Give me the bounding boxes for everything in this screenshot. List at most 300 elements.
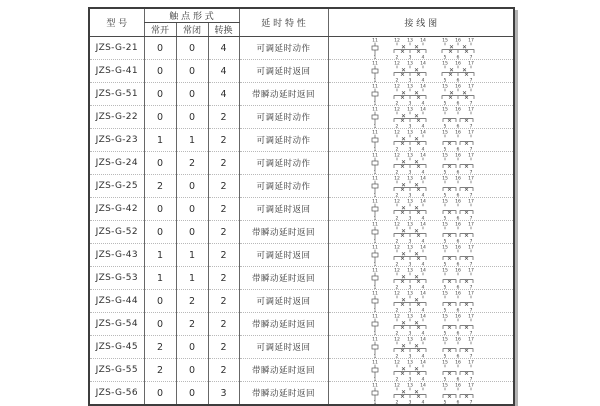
cell-wiring — [328, 290, 514, 313]
cell-model: JZS-G-42 — [89, 198, 144, 221]
svg-text:13: 13 — [406, 222, 413, 228]
svg-text:16: 16 — [454, 199, 461, 205]
table-row — [89, 37, 514, 60]
svg-text:7: 7 — [469, 285, 472, 291]
svg-text:13: 13 — [406, 337, 413, 343]
table-row — [89, 152, 514, 175]
svg-text:11: 11 — [371, 268, 378, 274]
svg-text:1: 1 — [373, 401, 376, 406]
cell-contact-nc: 1 — [176, 267, 208, 290]
svg-text:5: 5 — [443, 285, 446, 291]
svg-text:17: 17 — [467, 176, 474, 182]
svg-text:11: 11 — [371, 314, 378, 320]
svg-text:4: 4 — [421, 216, 424, 222]
wiring-diagram — [329, 175, 515, 197]
header-contact-no: 常开 — [144, 23, 176, 37]
cell-contact-co: 4 — [208, 60, 239, 83]
svg-text:3: 3 — [408, 262, 411, 268]
svg-text:12: 12 — [393, 84, 400, 90]
svg-text:1: 1 — [373, 263, 376, 268]
svg-text:5: 5 — [443, 147, 446, 153]
svg-text:7: 7 — [469, 377, 472, 383]
svg-text:1: 1 — [373, 79, 376, 84]
svg-text:6: 6 — [456, 170, 459, 176]
svg-text:16: 16 — [454, 268, 461, 274]
svg-text:17: 17 — [467, 337, 474, 343]
cell-wiring — [328, 60, 514, 83]
svg-text:1: 1 — [373, 355, 376, 360]
svg-text:3: 3 — [408, 331, 411, 337]
svg-text:16: 16 — [454, 245, 461, 251]
svg-text:11: 11 — [371, 222, 378, 228]
svg-text:7: 7 — [469, 78, 472, 84]
cell-contact-co: 4 — [208, 37, 239, 60]
svg-text:1: 1 — [373, 217, 376, 222]
svg-text:1: 1 — [373, 194, 376, 199]
svg-text:11: 11 — [371, 153, 378, 159]
cell-contact-no: 0 — [144, 313, 176, 336]
relay-spec-table — [88, 7, 515, 406]
cell-model: JZS-G-52 — [89, 221, 144, 244]
svg-text:5: 5 — [443, 55, 446, 61]
table-header — [89, 8, 514, 37]
cell-contact-nc: 0 — [176, 106, 208, 129]
svg-text:2: 2 — [395, 124, 398, 130]
svg-text:6: 6 — [456, 377, 459, 383]
header-delay: 延 时 特 性 — [239, 8, 328, 37]
svg-text:5: 5 — [443, 262, 446, 268]
cell-contact-nc: 0 — [176, 60, 208, 83]
svg-text:11: 11 — [371, 107, 378, 113]
svg-text:4: 4 — [421, 331, 424, 337]
svg-text:13: 13 — [406, 84, 413, 90]
svg-text:2: 2 — [395, 216, 398, 222]
cell-delay: 带瞬动延时返回 — [239, 267, 328, 290]
svg-text:17: 17 — [467, 291, 474, 297]
svg-text:2: 2 — [395, 55, 398, 61]
svg-text:17: 17 — [467, 130, 474, 136]
cell-model: JZS-G-21 — [89, 37, 144, 60]
cell-model: JZS-G-22 — [89, 106, 144, 129]
svg-text:6: 6 — [456, 147, 459, 153]
wiring-diagram — [329, 290, 515, 312]
cell-contact-co: 2 — [208, 198, 239, 221]
svg-text:14: 14 — [419, 245, 426, 251]
svg-text:6: 6 — [456, 239, 459, 245]
svg-text:15: 15 — [441, 360, 448, 366]
svg-text:11: 11 — [371, 199, 378, 205]
cell-delay: 可调延时动作 — [239, 175, 328, 198]
cell-contact-co: 2 — [208, 221, 239, 244]
svg-text:4: 4 — [421, 147, 424, 153]
svg-text:14: 14 — [419, 291, 426, 297]
header-model: 型 号 — [89, 8, 144, 37]
cell-delay: 可调延时动作 — [239, 152, 328, 175]
svg-text:2: 2 — [395, 239, 398, 245]
svg-text:5: 5 — [443, 78, 446, 84]
cell-contact-co: 4 — [208, 83, 239, 106]
cell-contact-nc: 0 — [176, 221, 208, 244]
svg-text:7: 7 — [469, 331, 472, 337]
svg-text:14: 14 — [419, 222, 426, 228]
svg-text:14: 14 — [419, 61, 426, 67]
svg-text:11: 11 — [371, 337, 378, 343]
svg-text:1: 1 — [373, 102, 376, 107]
cell-contact-nc: 1 — [176, 244, 208, 267]
svg-text:2: 2 — [395, 308, 398, 314]
svg-text:3: 3 — [408, 170, 411, 176]
svg-text:7: 7 — [469, 170, 472, 176]
svg-text:14: 14 — [419, 337, 426, 343]
svg-text:7: 7 — [469, 400, 472, 406]
svg-text:6: 6 — [456, 331, 459, 337]
svg-text:12: 12 — [393, 153, 400, 159]
svg-text:14: 14 — [419, 383, 426, 389]
svg-text:6: 6 — [456, 216, 459, 222]
cell-contact-nc: 0 — [176, 83, 208, 106]
wiring-diagram — [329, 336, 515, 358]
table-row — [89, 359, 514, 382]
cell-contact-no: 0 — [144, 152, 176, 175]
svg-text:17: 17 — [467, 268, 474, 274]
wiring-diagram — [329, 313, 515, 335]
svg-text:12: 12 — [393, 199, 400, 205]
svg-text:2: 2 — [395, 147, 398, 153]
svg-text:3: 3 — [408, 101, 411, 107]
header-contact-co: 转换 — [208, 23, 239, 37]
cell-model: JZS-G-55 — [89, 359, 144, 382]
svg-text:14: 14 — [419, 360, 426, 366]
svg-text:6: 6 — [456, 262, 459, 268]
svg-text:3: 3 — [408, 377, 411, 383]
cell-model: JZS-G-23 — [89, 129, 144, 152]
cell-model: JZS-G-41 — [89, 60, 144, 83]
svg-text:17: 17 — [467, 107, 474, 113]
wiring-diagram — [329, 37, 515, 59]
cell-delay: 可调延时返回 — [239, 290, 328, 313]
svg-text:14: 14 — [419, 268, 426, 274]
cell-contact-co: 2 — [208, 129, 239, 152]
cell-contact-nc: 2 — [176, 313, 208, 336]
svg-text:12: 12 — [393, 314, 400, 320]
svg-text:14: 14 — [419, 176, 426, 182]
svg-text:5: 5 — [443, 239, 446, 245]
svg-text:12: 12 — [393, 337, 400, 343]
svg-text:15: 15 — [441, 153, 448, 159]
svg-text:2: 2 — [395, 262, 398, 268]
svg-text:4: 4 — [421, 377, 424, 383]
svg-text:11: 11 — [371, 84, 378, 90]
svg-text:3: 3 — [408, 55, 411, 61]
svg-text:4: 4 — [421, 354, 424, 360]
cell-contact-co: 2 — [208, 267, 239, 290]
cell-wiring — [328, 198, 514, 221]
svg-text:13: 13 — [406, 130, 413, 136]
svg-text:5: 5 — [443, 400, 446, 406]
svg-text:16: 16 — [454, 337, 461, 343]
svg-text:1: 1 — [373, 171, 376, 176]
table-row — [89, 313, 514, 336]
svg-text:3: 3 — [408, 354, 411, 360]
table-row — [89, 106, 514, 129]
svg-text:4: 4 — [421, 101, 424, 107]
cell-delay: 带瞬动延时返回 — [239, 359, 328, 382]
cell-contact-no: 0 — [144, 198, 176, 221]
svg-text:15: 15 — [441, 383, 448, 389]
cell-contact-no: 0 — [144, 60, 176, 83]
svg-text:15: 15 — [441, 38, 448, 44]
svg-text:3: 3 — [408, 308, 411, 314]
cell-model: JZS-G-45 — [89, 336, 144, 359]
svg-text:11: 11 — [371, 61, 378, 67]
svg-text:12: 12 — [393, 176, 400, 182]
svg-text:13: 13 — [406, 199, 413, 205]
cell-contact-co: 3 — [208, 382, 239, 406]
svg-text:17: 17 — [467, 360, 474, 366]
cell-contact-no: 0 — [144, 221, 176, 244]
cell-contact-co: 2 — [208, 290, 239, 313]
svg-text:6: 6 — [456, 400, 459, 406]
svg-text:5: 5 — [443, 308, 446, 314]
svg-text:3: 3 — [408, 239, 411, 245]
svg-text:1: 1 — [373, 332, 376, 337]
svg-text:16: 16 — [454, 153, 461, 159]
table-row — [89, 382, 514, 406]
svg-text:16: 16 — [454, 291, 461, 297]
svg-text:15: 15 — [441, 61, 448, 67]
svg-text:15: 15 — [441, 314, 448, 320]
cell-model: JZS-G-44 — [89, 290, 144, 313]
cell-wiring — [328, 382, 514, 406]
cell-model: JZS-G-43 — [89, 244, 144, 267]
svg-text:13: 13 — [406, 38, 413, 44]
svg-text:1: 1 — [373, 240, 376, 245]
svg-text:13: 13 — [406, 291, 413, 297]
cell-contact-no: 0 — [144, 106, 176, 129]
wiring-diagram — [329, 129, 515, 151]
svg-text:3: 3 — [408, 216, 411, 222]
table-row — [89, 129, 514, 152]
svg-text:16: 16 — [454, 107, 461, 113]
svg-text:2: 2 — [395, 354, 398, 360]
svg-text:16: 16 — [454, 38, 461, 44]
svg-text:14: 14 — [419, 314, 426, 320]
svg-text:7: 7 — [469, 216, 472, 222]
cell-contact-nc: 0 — [176, 382, 208, 406]
table-row — [89, 60, 514, 83]
cell-wiring — [328, 221, 514, 244]
cell-contact-nc: 0 — [176, 37, 208, 60]
table-row — [89, 83, 514, 106]
cell-contact-no: 0 — [144, 290, 176, 313]
cell-contact-nc: 0 — [176, 198, 208, 221]
cell-delay: 带瞬动延时返回 — [239, 382, 328, 406]
svg-text:2: 2 — [395, 193, 398, 199]
cell-contact-no: 1 — [144, 129, 176, 152]
svg-text:11: 11 — [371, 291, 378, 297]
svg-text:12: 12 — [393, 222, 400, 228]
svg-text:17: 17 — [467, 38, 474, 44]
cell-contact-nc: 1 — [176, 129, 208, 152]
wiring-diagram — [329, 359, 515, 381]
svg-text:11: 11 — [371, 383, 378, 389]
cell-delay: 可调延时返回 — [239, 198, 328, 221]
wiring-diagram — [329, 60, 515, 82]
svg-text:13: 13 — [406, 153, 413, 159]
svg-text:2: 2 — [395, 400, 398, 406]
svg-text:13: 13 — [406, 245, 413, 251]
cell-contact-co: 2 — [208, 313, 239, 336]
table-row — [89, 221, 514, 244]
svg-text:2: 2 — [395, 285, 398, 291]
svg-text:17: 17 — [467, 314, 474, 320]
svg-text:3: 3 — [408, 147, 411, 153]
cell-contact-co: 2 — [208, 244, 239, 267]
svg-text:7: 7 — [469, 308, 472, 314]
svg-text:4: 4 — [421, 55, 424, 61]
cell-contact-co: 2 — [208, 106, 239, 129]
svg-text:7: 7 — [469, 55, 472, 61]
svg-text:4: 4 — [421, 308, 424, 314]
svg-text:1: 1 — [373, 309, 376, 314]
svg-text:1: 1 — [373, 56, 376, 61]
svg-text:1: 1 — [373, 148, 376, 153]
cell-delay: 可调延时动作 — [239, 129, 328, 152]
cell-wiring — [328, 152, 514, 175]
svg-text:15: 15 — [441, 268, 448, 274]
svg-text:16: 16 — [454, 360, 461, 366]
header-wiring: 接 线 图 — [328, 8, 514, 37]
cell-wiring — [328, 244, 514, 267]
svg-text:5: 5 — [443, 170, 446, 176]
cell-model: JZS-G-54 — [89, 313, 144, 336]
svg-text:3: 3 — [408, 285, 411, 291]
cell-wiring — [328, 175, 514, 198]
cell-contact-co: 2 — [208, 359, 239, 382]
cell-model: JZS-G-25 — [89, 175, 144, 198]
cell-delay: 带瞬动延时返回 — [239, 83, 328, 106]
svg-text:4: 4 — [421, 78, 424, 84]
svg-text:6: 6 — [456, 101, 459, 107]
svg-text:17: 17 — [467, 222, 474, 228]
cell-contact-nc: 2 — [176, 290, 208, 313]
cell-delay: 可调延时返回 — [239, 336, 328, 359]
svg-text:15: 15 — [441, 337, 448, 343]
svg-text:6: 6 — [456, 285, 459, 291]
table-row — [89, 336, 514, 359]
svg-text:12: 12 — [393, 130, 400, 136]
cell-contact-no: 2 — [144, 336, 176, 359]
svg-text:6: 6 — [456, 308, 459, 314]
svg-text:4: 4 — [421, 285, 424, 291]
svg-text:15: 15 — [441, 245, 448, 251]
svg-text:4: 4 — [421, 124, 424, 130]
table-row — [89, 198, 514, 221]
svg-text:7: 7 — [469, 239, 472, 245]
cell-wiring — [328, 313, 514, 336]
svg-text:12: 12 — [393, 268, 400, 274]
svg-text:12: 12 — [393, 61, 400, 67]
svg-text:6: 6 — [456, 193, 459, 199]
svg-text:12: 12 — [393, 360, 400, 366]
cell-wiring — [328, 267, 514, 290]
table-row — [89, 267, 514, 290]
svg-text:7: 7 — [469, 124, 472, 130]
svg-text:2: 2 — [395, 170, 398, 176]
svg-text:5: 5 — [443, 101, 446, 107]
svg-text:11: 11 — [371, 176, 378, 182]
svg-text:11: 11 — [371, 245, 378, 251]
svg-text:17: 17 — [467, 199, 474, 205]
table-row — [89, 290, 514, 313]
svg-text:16: 16 — [454, 61, 461, 67]
svg-text:15: 15 — [441, 291, 448, 297]
cell-delay: 可调延时返回 — [239, 60, 328, 83]
svg-text:11: 11 — [371, 130, 378, 136]
svg-text:17: 17 — [467, 153, 474, 159]
svg-text:4: 4 — [421, 170, 424, 176]
cell-contact-nc: 2 — [176, 152, 208, 175]
cell-contact-no: 0 — [144, 37, 176, 60]
cell-contact-nc: 0 — [176, 175, 208, 198]
cell-contact-no: 0 — [144, 83, 176, 106]
header-contact-nc: 常闭 — [176, 23, 208, 37]
table-row — [89, 244, 514, 267]
svg-text:5: 5 — [443, 354, 446, 360]
svg-text:3: 3 — [408, 124, 411, 130]
svg-text:6: 6 — [456, 354, 459, 360]
svg-text:5: 5 — [443, 331, 446, 337]
cell-delay: 可调延时动作 — [239, 106, 328, 129]
svg-text:13: 13 — [406, 360, 413, 366]
cell-delay: 带瞬动延时返回 — [239, 313, 328, 336]
wiring-diagram — [329, 382, 515, 404]
svg-text:13: 13 — [406, 107, 413, 113]
svg-text:16: 16 — [454, 314, 461, 320]
wiring-diagram — [329, 244, 515, 266]
svg-text:6: 6 — [456, 124, 459, 130]
svg-text:13: 13 — [406, 383, 413, 389]
cell-contact-co: 2 — [208, 175, 239, 198]
svg-text:7: 7 — [469, 193, 472, 199]
cell-wiring — [328, 336, 514, 359]
svg-text:13: 13 — [406, 268, 413, 274]
svg-text:4: 4 — [421, 193, 424, 199]
svg-text:11: 11 — [371, 360, 378, 366]
cell-contact-no: 1 — [144, 244, 176, 267]
svg-text:5: 5 — [443, 377, 446, 383]
cell-model: JZS-G-24 — [89, 152, 144, 175]
cell-contact-no: 1 — [144, 267, 176, 290]
cell-contact-co: 2 — [208, 336, 239, 359]
svg-text:17: 17 — [467, 61, 474, 67]
svg-text:12: 12 — [393, 38, 400, 44]
svg-text:16: 16 — [454, 222, 461, 228]
cell-contact-no: 2 — [144, 359, 176, 382]
svg-text:15: 15 — [441, 107, 448, 113]
svg-text:4: 4 — [421, 239, 424, 245]
cell-contact-co: 2 — [208, 152, 239, 175]
svg-text:2: 2 — [395, 78, 398, 84]
svg-text:14: 14 — [419, 107, 426, 113]
wiring-diagram — [329, 106, 515, 128]
svg-text:15: 15 — [441, 176, 448, 182]
svg-text:6: 6 — [456, 55, 459, 61]
svg-text:14: 14 — [419, 153, 426, 159]
svg-text:5: 5 — [443, 216, 446, 222]
svg-text:13: 13 — [406, 176, 413, 182]
svg-text:17: 17 — [467, 245, 474, 251]
